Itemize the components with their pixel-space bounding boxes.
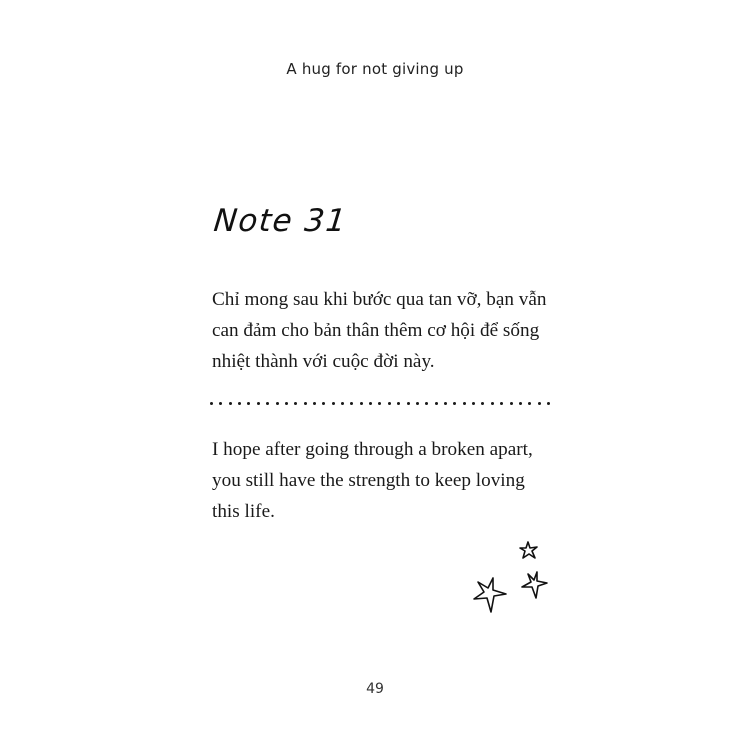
divider-dot: [444, 402, 447, 405]
divider-dot: [528, 402, 531, 405]
divider-dot: [369, 402, 372, 405]
divider-dot: [388, 402, 391, 405]
divider-dot: [547, 402, 550, 405]
divider-dot: [350, 402, 353, 405]
divider-dot: [472, 402, 475, 405]
divider-dot: [322, 402, 325, 405]
note-title: Note 31: [212, 203, 349, 239]
divider-dot: [266, 402, 269, 405]
star-icon-medium: [522, 572, 547, 598]
divider-dot: [313, 402, 316, 405]
divider-dot: [519, 402, 522, 405]
english-paragraph: I hope after going through a broken apart, you still have the strength to keep loving this life.: [212, 439, 533, 522]
divider-dot: [285, 402, 288, 405]
divider-dot: [416, 402, 419, 405]
divider-dot: [378, 402, 381, 405]
divider-dot: [332, 402, 335, 405]
divider-dot: [360, 402, 363, 405]
divider-dot: [481, 402, 484, 405]
divider-dot: [210, 402, 213, 405]
divider-dot: [341, 402, 344, 405]
divider-dot: [276, 402, 279, 405]
divider-dot: [257, 402, 260, 405]
divider-dot: [453, 402, 456, 405]
divider-dot: [247, 402, 250, 405]
stars-decoration: [470, 536, 555, 616]
divider-dot: [238, 402, 241, 405]
divider-dot: [463, 402, 466, 405]
divider-dot: [407, 402, 410, 405]
divider-dot: [219, 402, 222, 405]
page-number: 49: [366, 681, 384, 697]
divider-dot: [435, 402, 438, 405]
divider-dot: [538, 402, 541, 405]
vietnamese-paragraph: Chỉ mong sau khi bước qua tan vỡ, bạn vẫn can đảm cho bản thân thêm cơ hội để sống nhiệt thành với cuộc đời này.: [212, 289, 547, 372]
running-header: A hug for not giving up: [286, 60, 464, 78]
divider-dot: [425, 402, 428, 405]
divider-dot: [500, 402, 503, 405]
divider-dot: [397, 402, 400, 405]
divider-dot: [304, 402, 307, 405]
star-icon-large: [474, 578, 506, 612]
divider-dot: [229, 402, 232, 405]
divider-dot: [510, 402, 513, 405]
star-icon-small: [520, 542, 537, 558]
divider-dot: [491, 402, 494, 405]
dotted-divider: [210, 400, 550, 406]
divider-dot: [294, 402, 297, 405]
